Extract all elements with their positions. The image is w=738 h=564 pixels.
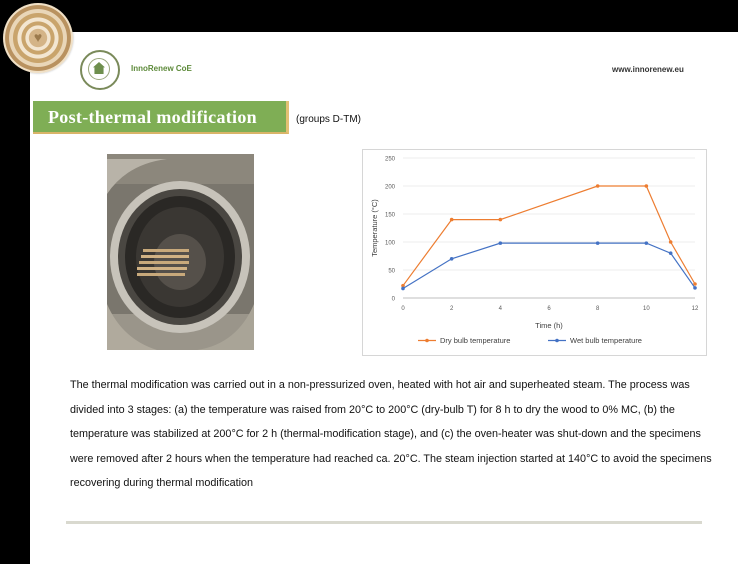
org-name: InnoRenew CoE [131,64,192,73]
y-tick-label: 0 [391,296,395,303]
temperature-chart [362,149,707,356]
data-point [499,241,503,245]
x-tick-label: 10 [642,306,650,312]
y-tick-label: 200 [384,184,395,191]
data-point [401,287,405,291]
bottom-divider [66,521,702,524]
legend-marker [555,339,559,343]
data-point [645,184,649,188]
x-tick-label: 4 [498,306,503,312]
data-point [669,240,673,244]
y-tick-label: 100 [384,240,395,247]
data-point [499,218,503,222]
x-tick-label: 12 [691,306,699,312]
data-point [693,286,697,290]
legend-label: Dry bulb temperature [440,336,511,345]
x-tick-label: 8 [595,306,600,312]
x-tick-label: 2 [449,306,454,312]
slide-title-box [33,101,289,134]
data-point [596,184,600,188]
chart-svg [363,150,706,355]
x-axis-label: Time (h) [535,321,563,330]
legend-marker [425,339,429,343]
series-line-dry-bulb [403,186,695,286]
x-tick-label: 0 [401,306,405,312]
groups-label: (groups D-TM) [296,114,362,125]
slide-title: Post-thermal modification [48,107,257,127]
y-tick-label: 250 [384,156,395,163]
legend-label: Wet bulb temperature [570,336,642,345]
data-point [645,241,649,245]
innorenew-logo-icon [80,50,120,90]
data-point [669,251,673,255]
website-url[interactable]: www.innorenew.eu [612,65,684,74]
y-tick-label: 50 [388,268,395,275]
data-point [450,218,454,222]
data-point [450,257,454,261]
heart-badge-icon: ♥ [3,3,73,73]
data-point [596,241,600,245]
series-line-wet-bulb [403,243,695,288]
y-tick-label: 150 [384,212,395,219]
y-axis-label: Temperature (°C) [370,199,379,257]
description-paragraph: The thermal modification was carried out in a non-pressurized oven, heated with hot air and superheated steam. The process was divided into 3 stages: (a) the temperature was raised from 20°C to 200°C (dry-bulb T) for 8 h to dry the wood to 0% MC, (b) the temperature was stabilized at 200°C for 2 h (thermal-modification stage), and (c) the oven-heater was shut-down and the specimens were removed after 2 hours when the temperature had reached ca. 20°C. The steam injection started at 140°C to avoid the specimens recovering during thermal modification [70,379,712,489]
x-tick-label: 6 [547,306,551,312]
oven-photo [107,154,254,350]
